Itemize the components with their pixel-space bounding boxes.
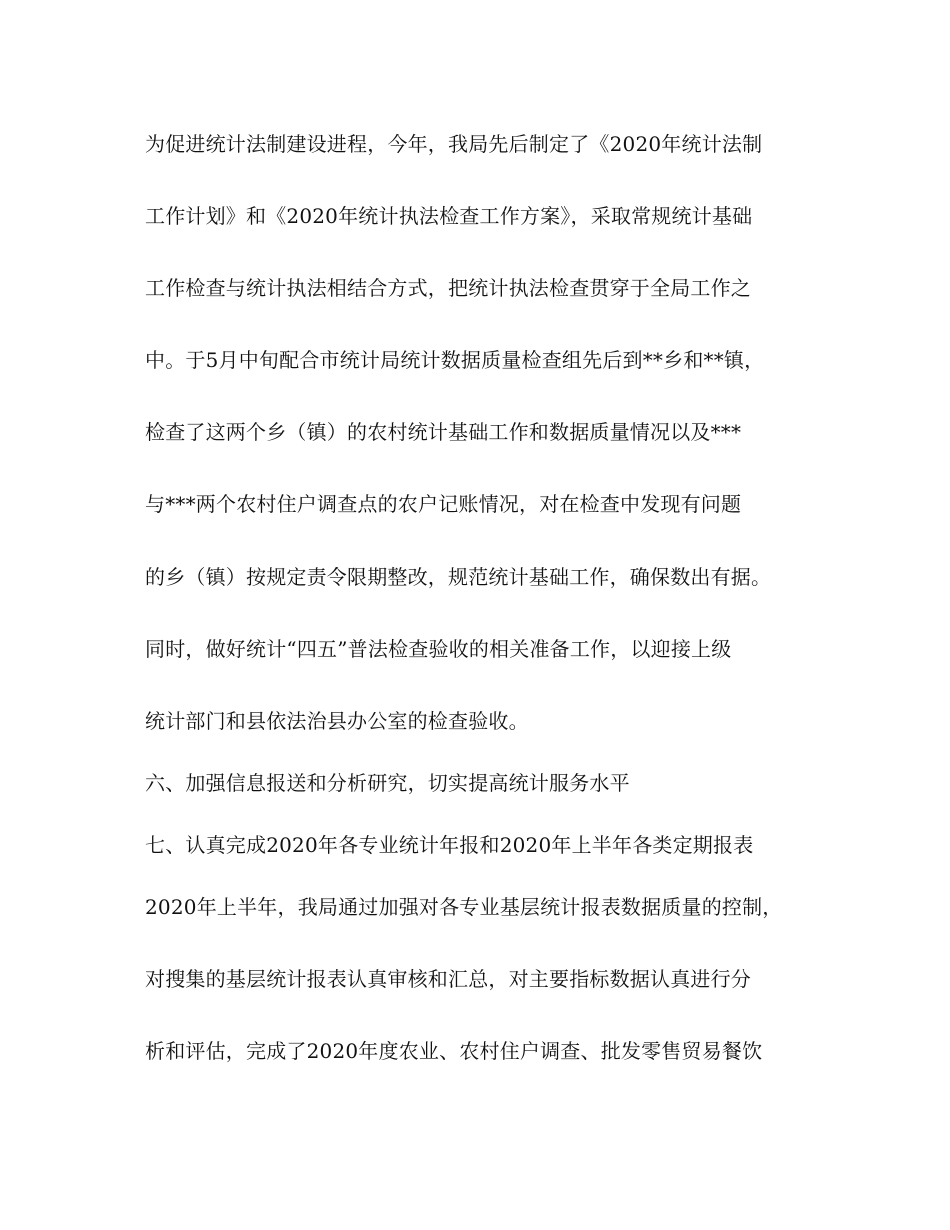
section-heading: 六、加强信息报送和分析研究，切实提高统计服务水平 [145,771,630,795]
paragraph-line: 同时，做好统计“四五”普法检查验收的相关准备工作，以迎接上级 [145,637,732,661]
section-heading: 七、认真完成2020年各专业统计年报和2020年上半年各类定期报表 [145,833,754,857]
paragraph-line: 与***两个农村住户调查点的农户记账情况，对在检查中发现有问题 [145,492,742,516]
paragraph-line: 中。于5月中旬配合市统计局统计数据质量检查组先后到**乡和**镇， [145,348,765,372]
paragraph-line: 析和评估，完成了2020年度农业、农村住户调查、批发零售贸易餐饮 [145,1039,763,1063]
paragraph-line: 为促进统计法制建设进程，今年，我局先后制定了《2020年统计法制 [145,132,763,156]
paragraph-line: 对搜集的基层统计报表认真审核和汇总，对主要指标数据认真进行分 [145,967,751,991]
paragraph-line: 工作检查与统计执法相结合方式，把统计执法检查贯穿于全局工作之 [145,276,751,300]
paragraph-line: 2020年上半年，我局通过加强对各专业基层统计报表数据质量的控制， [145,895,783,919]
paragraph-line: 工作计划》和《2020年统计执法检查工作方案》，采取常规统计基础 [145,204,753,228]
paragraph-line: 的乡（镇）按规定责令限期整改，规范统计基础工作，确保数出有据。 [145,565,772,589]
paragraph-line: 检查了这两个乡（镇）的农村统计基础工作和数据质量情况以及*** [145,420,742,444]
paragraph-line: 统计部门和县依法治县办公室的检查验收。 [145,709,529,733]
